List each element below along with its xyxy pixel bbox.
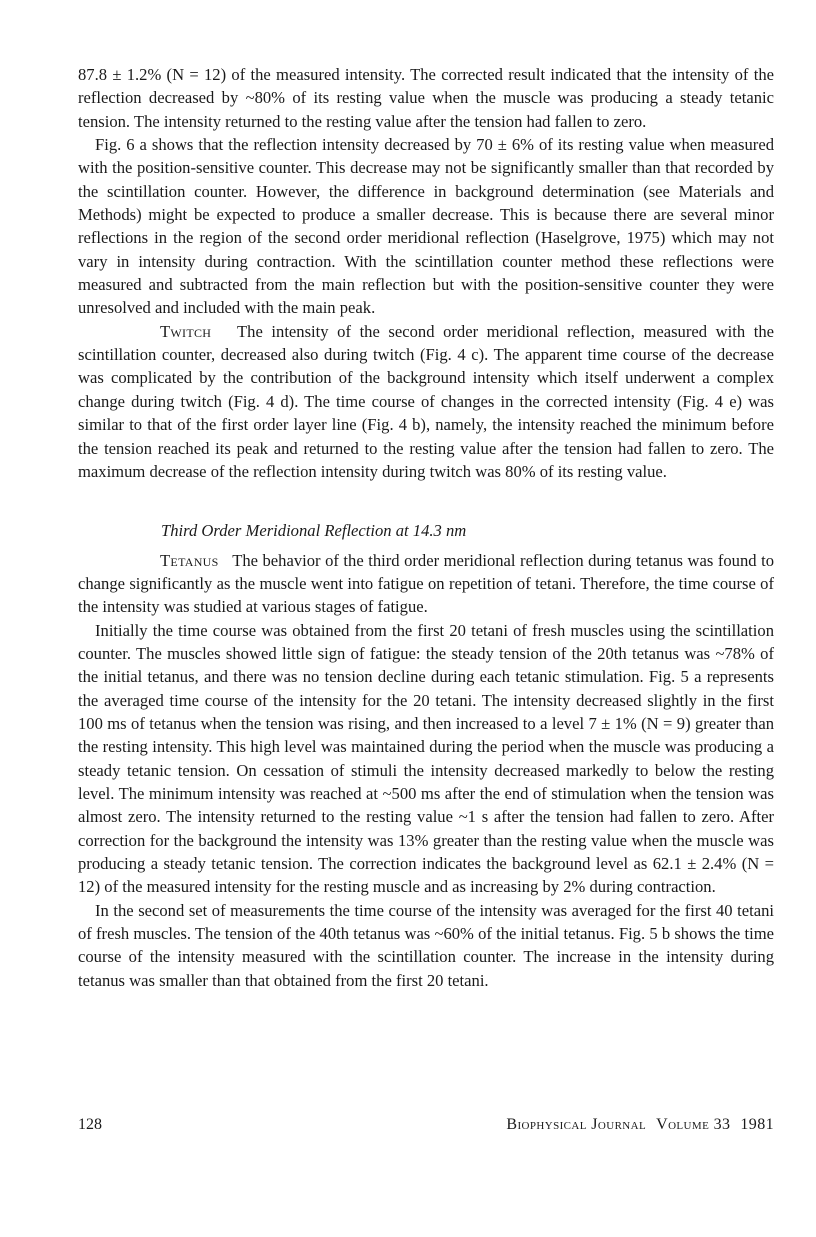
journal-info [496,1114,774,1136]
paragraph-first-20-tetani: Initially the time course was obtained from the first 20 tetani of fresh muscles using the scintillation counter. The muscles showed little sign of fatigue: the steady tension of the 20th tetanus was ~78% of the initial tetanus, and there was no tension decline during each tetanic stimulation. Fig. 5 a represents the averaged time course of the intensity for the 20 tetani. The intensity decreased slightly in the first 100 ms of tetanus when the tension was rising, and then increased to a level 7 ± 1% (N = 9) greater than the resting intensity. This high level was maintained during the period when the muscle was producing a steady tetanic tension. On cessation of stimuli the intensity decreased markedly to below the resting level. The minimum intensity was reached at ~500 ms after the end of stimulation when the tension was almost zero. The intensity returned to the resting value ~1 s after the tension had fallen to zero. After correction for the background the intensity was 13% greater than the resting value when the muscle was producing a steady tetanic tension. The correction indicates the background level as 62.1 ± 2.4% (N = 12) of the measured intensity for the resting muscle and as increasing by 2% during contraction. [78,620,774,897]
journal-volume: Volume 33 [656,1116,731,1133]
page-number: 128 [78,1116,102,1133]
article-body [78,63,774,992]
paragraph-second-set: In the second set of measurements the time course of the intensity was averaged for the first 40 tetani of fresh muscles. The tension of the 40th tetanus was ~60% of the initial tetanus. Fig. 5 b shows the time course of the intensity measured with the scintillation counter. The increase in the intensity during tetanus was smaller than that obtained from the first 20 tetani. [78,900,774,990]
paragraph-fig6a: Fig. 6 a shows that the reflection intensity decreased by 70 ± 6% of its resting value when measured with the position-sensitive counter. This decrease may not be significantly smaller than that recorded by the scintillation counter. However, the difference in background determination (see Materials and Methods) might be expected to produce a smaller decrease. This is because there are several minor reflections in the region of the second order meridional reflection (Haselgrove, 1975) which may not vary in intensity during contraction. With the scintillation counter method these reflections were measured and subtracted from the main reflection but with the position-sensitive counter they were unresolved and included with the main peak. [78,135,774,318]
paragraph-twitch-text: The intensity of the second order meridional reflection, measured with the scintillation counter, decreased also during twitch (Fig. 4 c). The apparent time course of the decrease was complicated by the contribution of the background intensity which itself underwent a complex change during twitch (Fig. 4 d). The time course of changes in the corrected intensity (Fig. 4 e) was similar to that of the first order layer line (Fig. 4 b), namely, the intensity reached the minimum before the tension reached its peak and returned to the resting value after the tension had fallen to zero. The maximum decrease of the reflection intensity during twitch was 80% of its resting value. [78,321,774,481]
paragraph-tetanus [78,549,774,619]
section-heading: Third Order Meridional Reflection at 14.3 nm [161,521,467,541]
paragraph-tetanus-text: The behavior of the third order meridional reflection during tetanus was found to change significantly as the muscle went into fatigue on repetition of tetani. Therefore, the time course of the intensity was studied at various stages of fatigue. [78,550,774,617]
paragraph-twitch [78,320,774,483]
paragraph-continuation: 87.8 ± 1.2% (N = 12) of the measured intensity. The corrected result indicated that the intensity of the reflection decreased by ~80% of its resting value when the muscle was producing a steady tetanic tension. The intensity returned to the resting value after the tension had fallen to zero. [78,65,774,131]
journal-name: Biophysical Journal [506,1116,647,1133]
run-in-heading-tetanus: Tetanus [160,550,219,570]
journal-year: 1981 [740,1116,774,1133]
run-in-heading-twitch: Twitch [160,321,212,341]
